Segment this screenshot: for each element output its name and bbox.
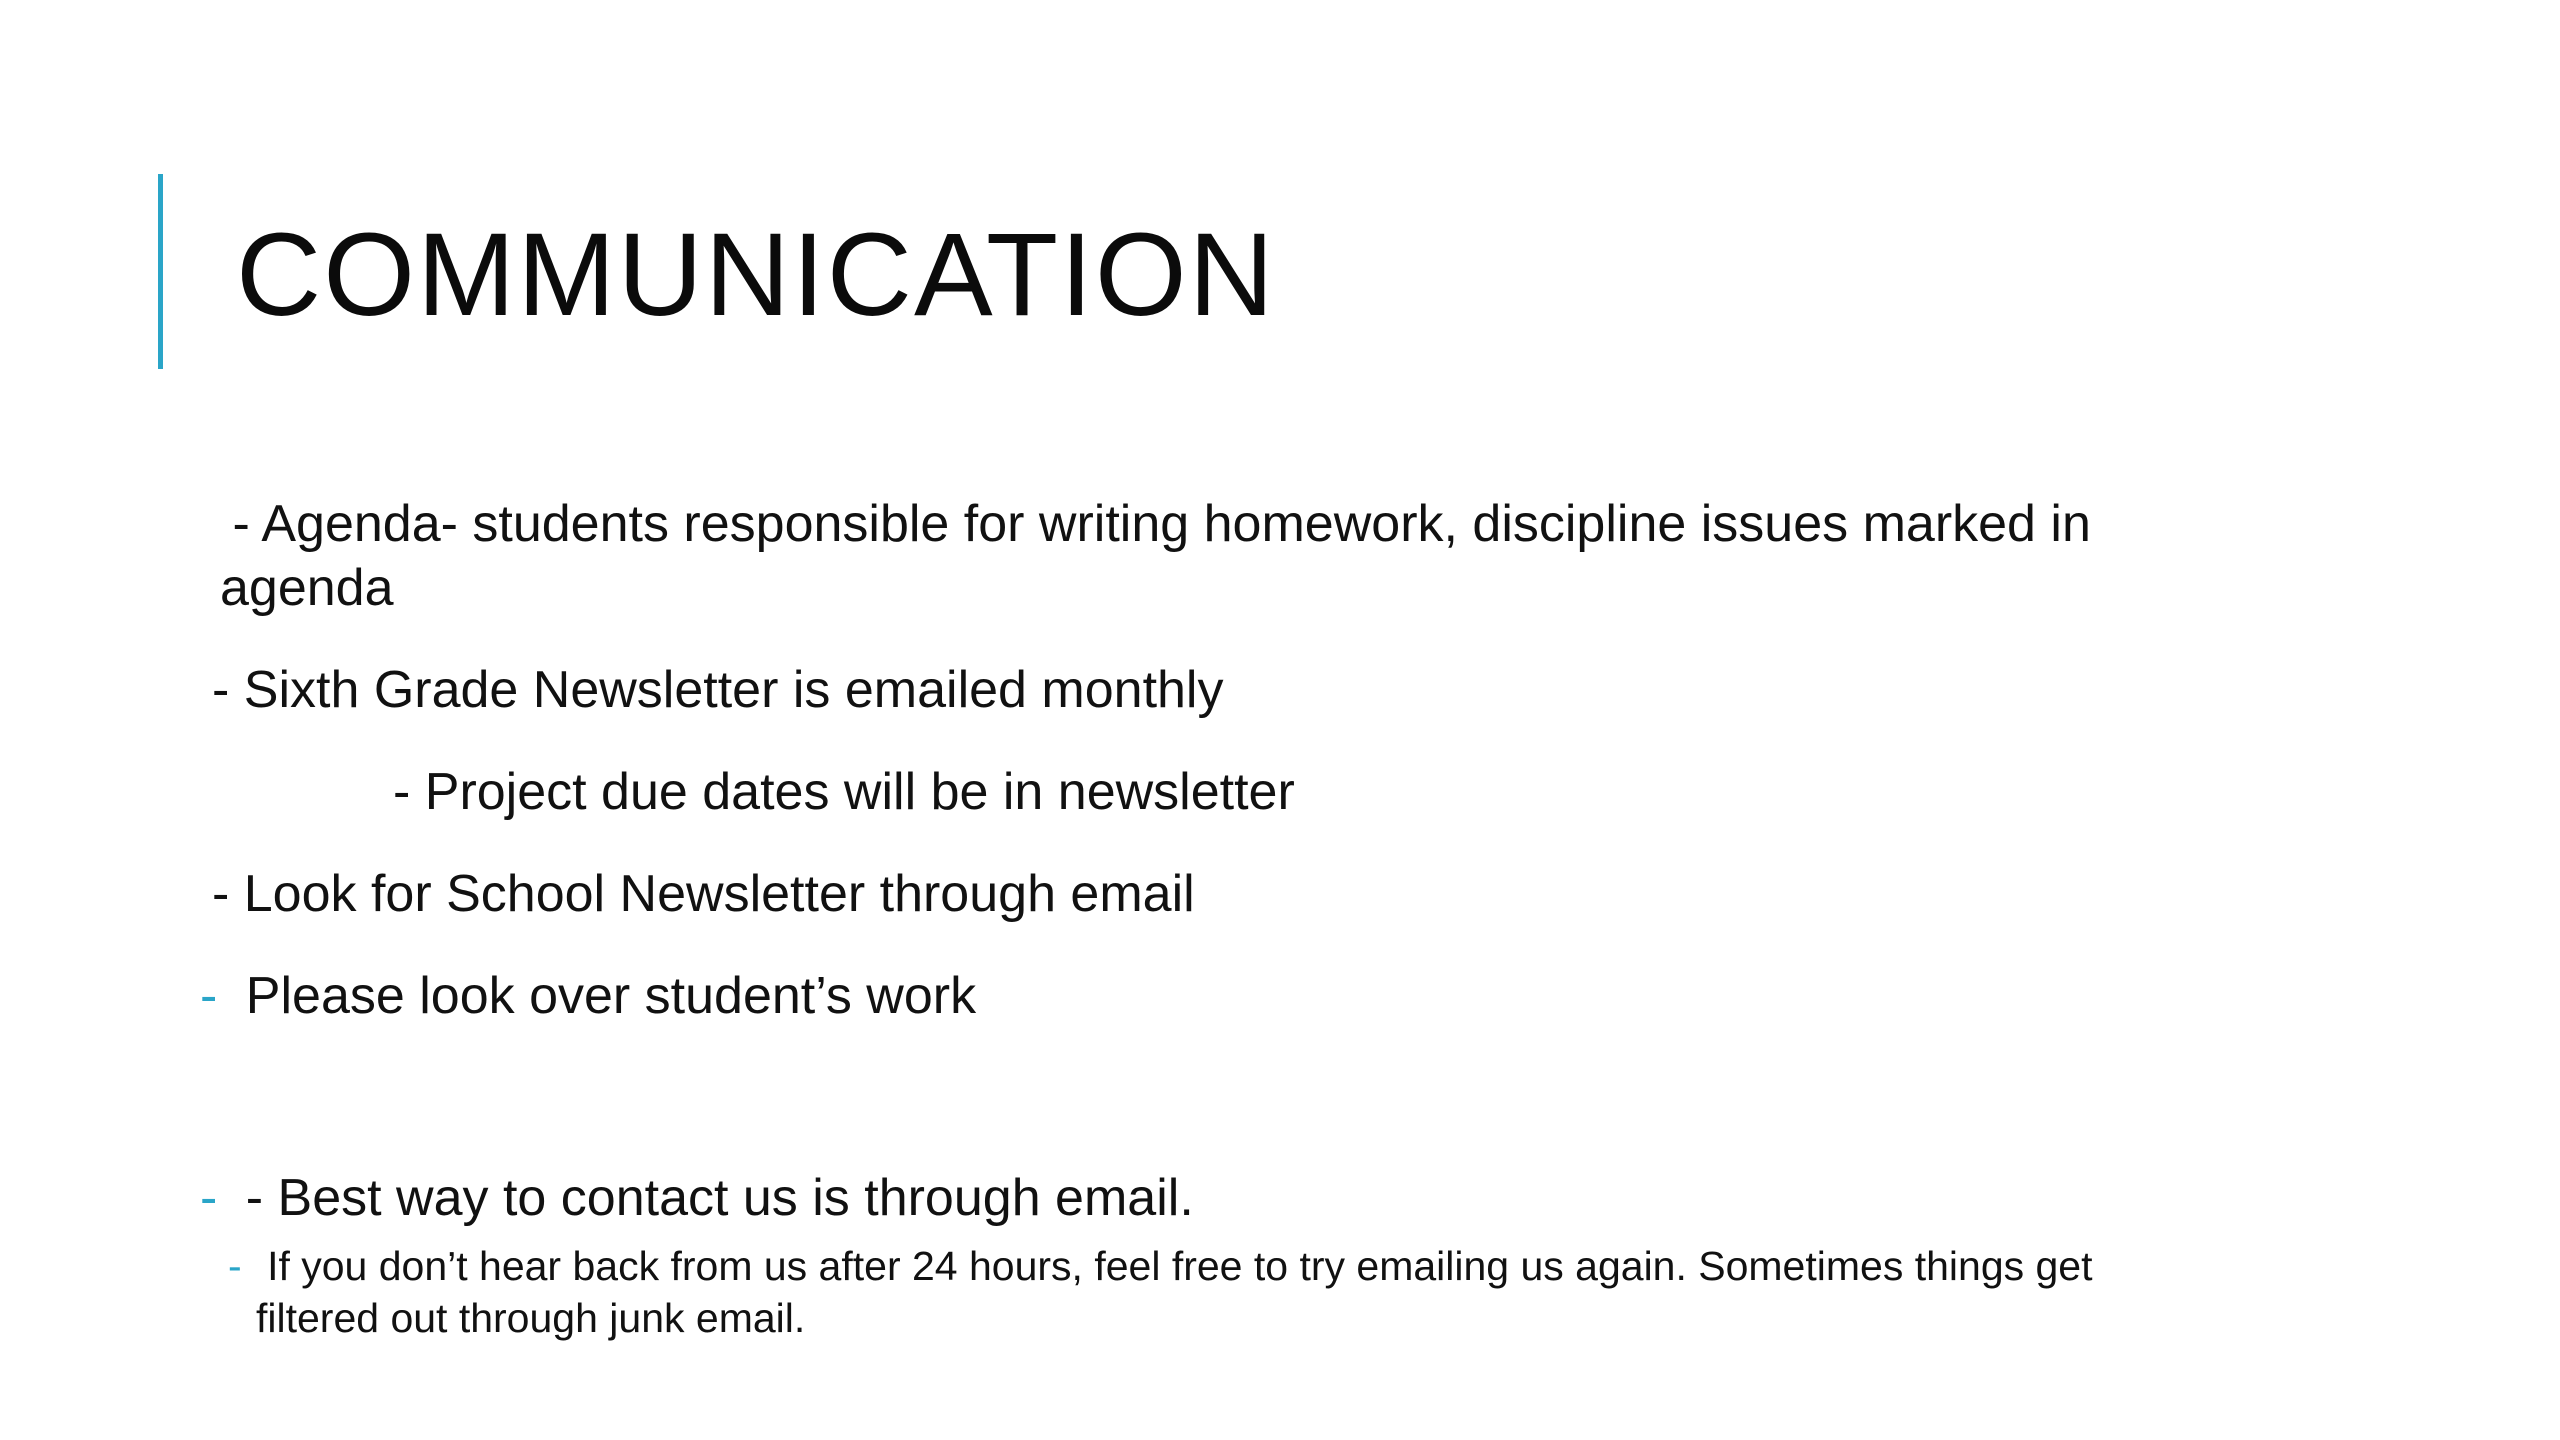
list-item-text: - Project due dates will be in newsletter <box>393 763 1295 821</box>
list-item-agenda <box>218 492 2091 556</box>
list-item-text: Please look over student’s work <box>245 967 977 1025</box>
list-item-best-way-contact <box>200 1166 1194 1230</box>
list-item-text: filtered out through junk email. <box>256 1295 806 1341</box>
title-accent-bar <box>158 174 163 369</box>
slide-title: COMMUNICATION <box>236 209 1276 341</box>
list-item-agenda-continuation <box>220 556 394 620</box>
list-item-look-over-work <box>200 964 976 1028</box>
list-item-sixth-grade-newsletter <box>212 658 1224 722</box>
bullet-marker: - <box>200 1169 218 1227</box>
list-item-school-newsletter <box>212 862 1195 926</box>
list-item-text: - Best way to contact us is through email. <box>245 1169 1194 1227</box>
list-item-no-response-continuation <box>256 1292 805 1344</box>
bullet-marker: - <box>200 967 218 1025</box>
list-item-project-due-dates <box>393 760 1295 824</box>
bullet-marker: - <box>228 1243 242 1289</box>
list-item-text: - Agenda- students responsible for writing homework, discipline issues marked in <box>218 495 2091 553</box>
list-item-text: - Look for School Newsletter through email <box>212 865 1195 923</box>
list-item-no-response <box>228 1240 2093 1292</box>
list-item-text: If you don’t hear back from us after 24 hours, feel free to try emailing us again. Sometimes things get <box>267 1243 2093 1289</box>
list-item-text: agenda <box>220 559 394 617</box>
list-item-text: - Sixth Grade Newsletter is emailed monthly <box>212 661 1224 719</box>
